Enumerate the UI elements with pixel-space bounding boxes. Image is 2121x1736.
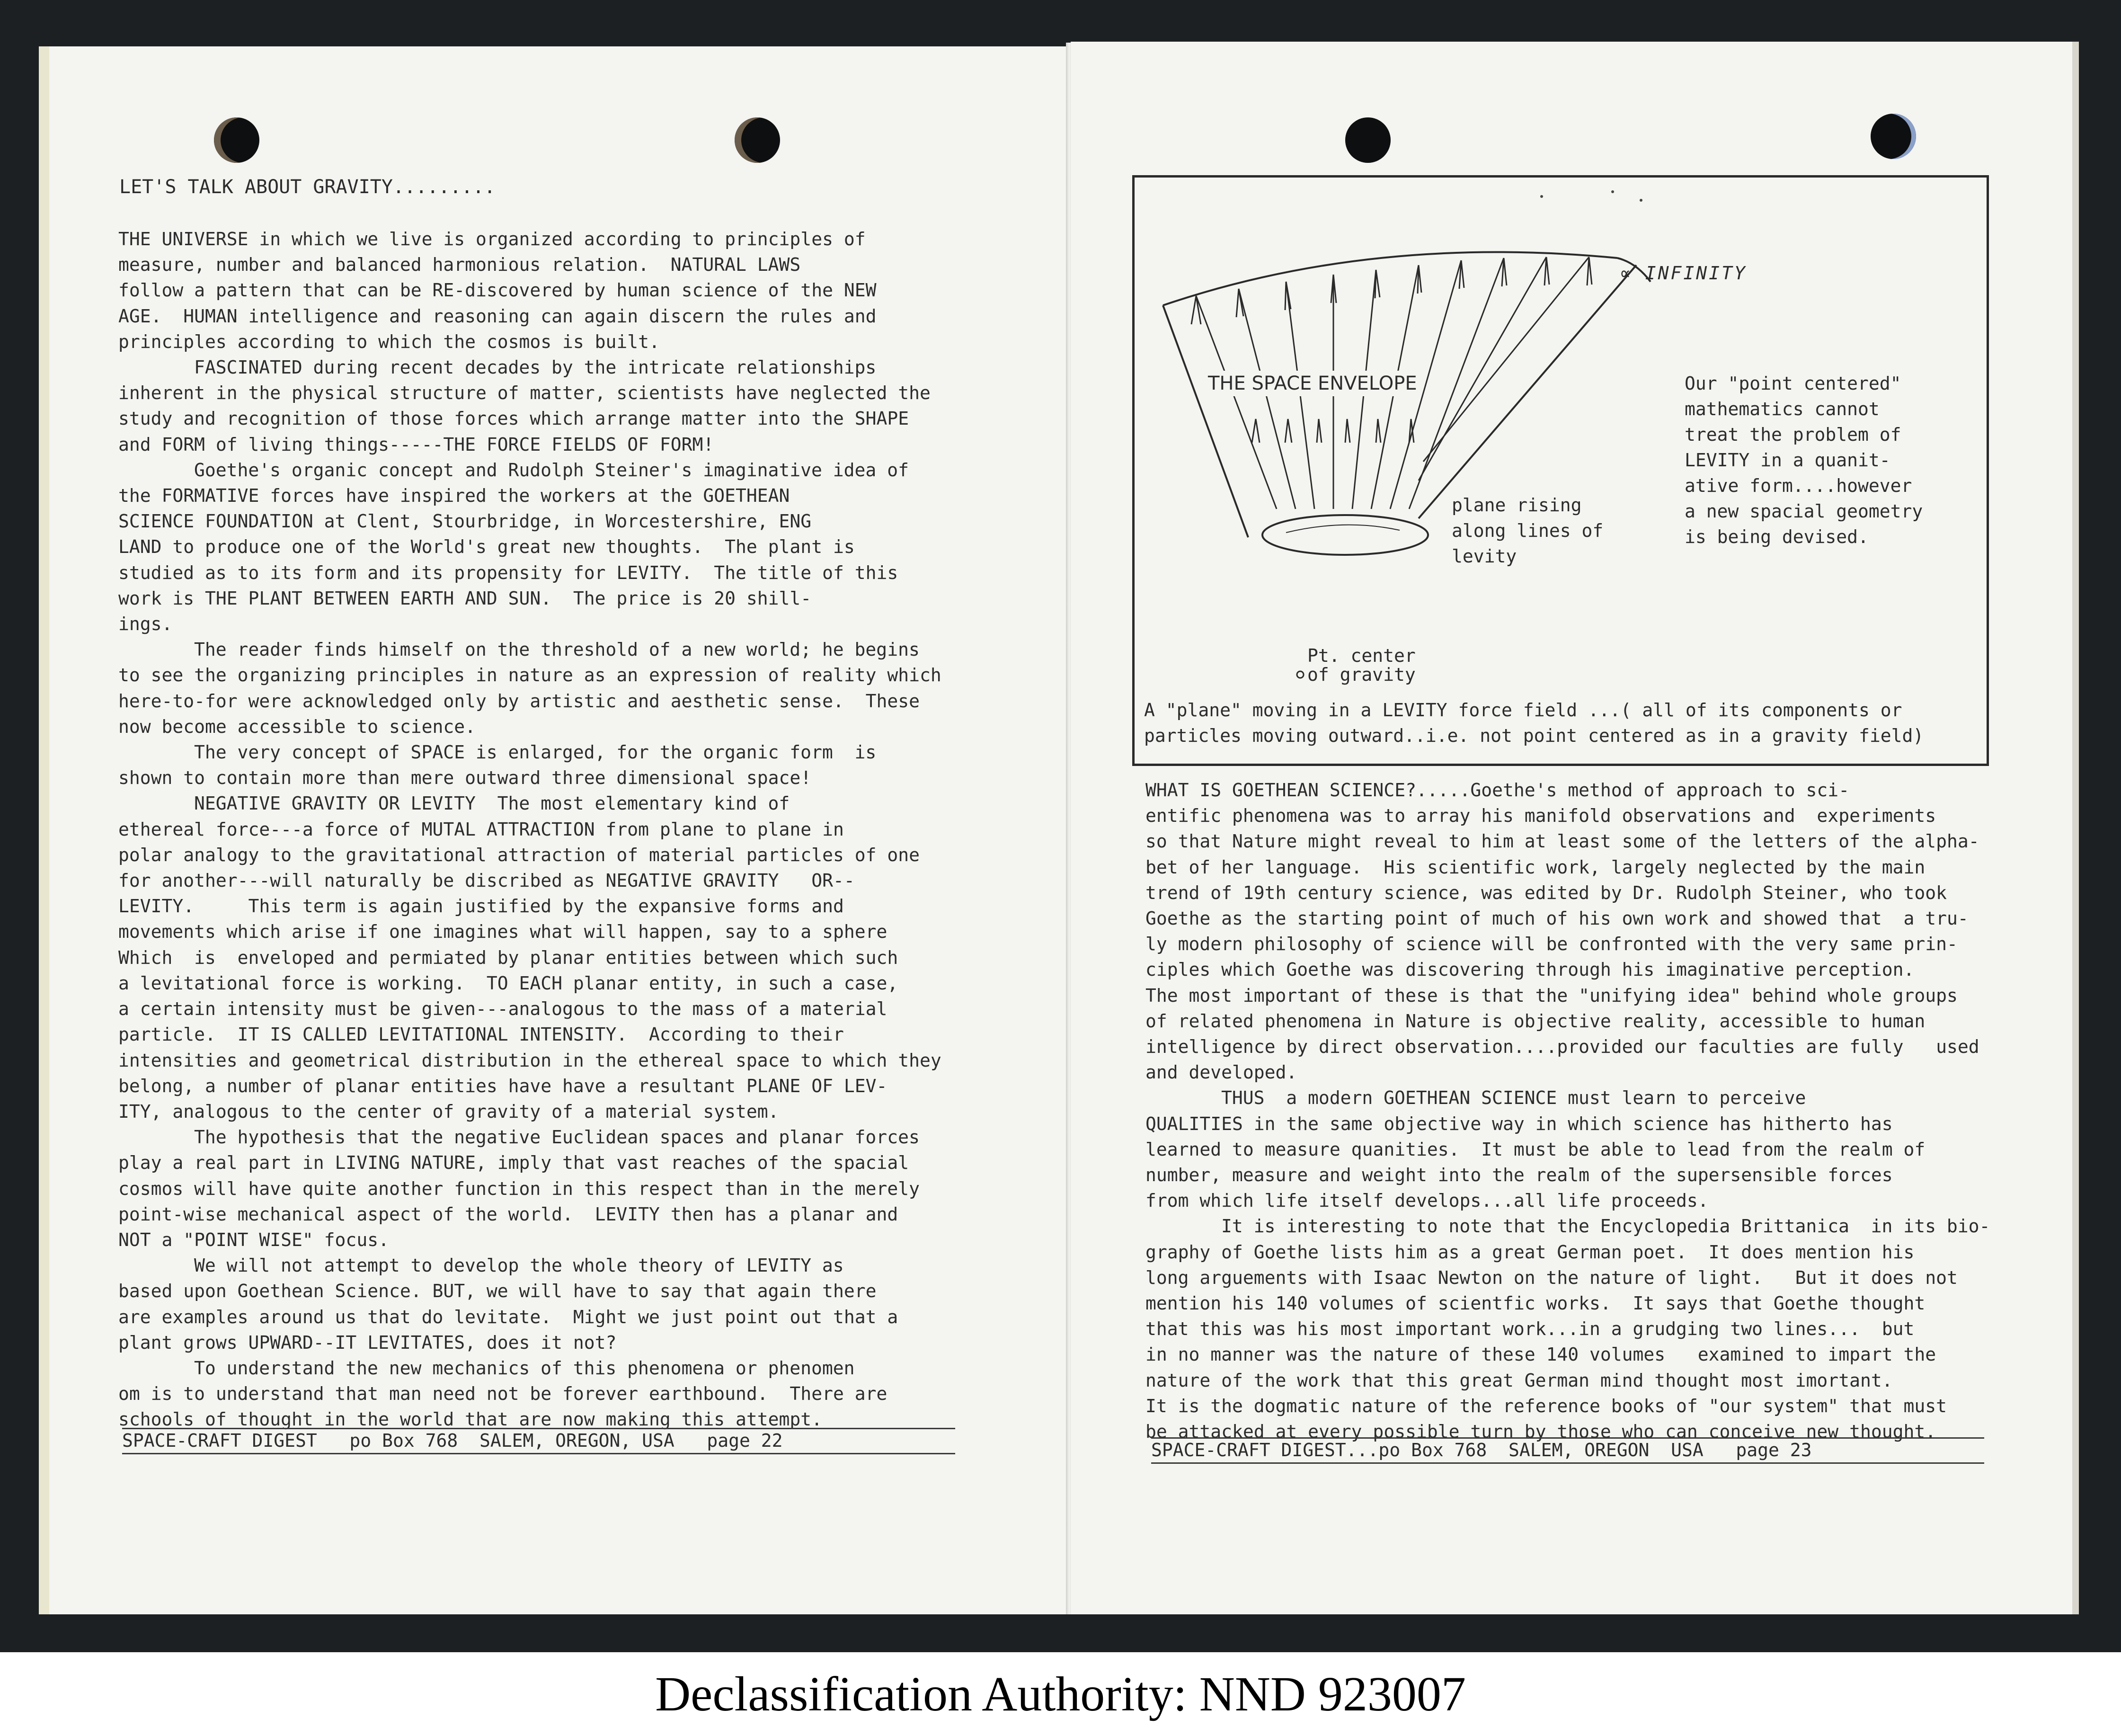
text-line: Goethe's organic concept and Rudolph Steiner's imaginative idea of [194, 459, 909, 481]
label-line: Pt. center [1307, 645, 1416, 666]
text-line: play a real part in LIVING NATURE, imply that vast reaches of the spacial [118, 1152, 909, 1174]
text-line: intensities and geometrical distribution in the ethereal space to which they [118, 1050, 941, 1071]
text-line: work is THE PLANT BETWEEN EARTH AND SUN. The price is 20 shill- [118, 588, 812, 609]
label-line: a new spacial geometry [1685, 501, 1923, 522]
center-of-gravity-label [1307, 646, 1416, 684]
text-line: movements which arise if one imagines what will happen, say to a sphere [118, 921, 887, 943]
text-line: nature of the work that this great German mind thought most imortant. [1145, 1370, 1893, 1391]
text-line: It is the dogmatic nature of the reference books of "our system" that must [1145, 1395, 1947, 1416]
text-line: for another---will naturally be discribed as NEGATIVE GRAVITY OR-- [118, 870, 855, 891]
text-line: Which is enveloped and permiated by planar entities between which such [118, 947, 898, 968]
text-line: that this was his most important work...in a grudging two lines... but [1145, 1318, 1915, 1340]
text-line: shown to contain more than mere outward three dimensional space! [118, 767, 812, 789]
text-line: FASCINATED during recent decades by the intricate relationships [194, 357, 877, 378]
text-line: ings. [118, 614, 173, 635]
text-line: to see the organizing principles in nature as an expression of reality which [118, 665, 941, 686]
text-line: entific phenomena was to array his manifold observations and experiments [1145, 805, 1936, 827]
text-line: and FORM of living things-----THE FORCE FIELDS OF FORM! [118, 434, 714, 455]
text-line: based upon Goethean Science. BUT, we will have to say that again there [118, 1281, 877, 1302]
text-line: LAND to produce one of the World's great new thoughts. The plant is [118, 536, 855, 558]
text-line: plant grows UPWARD--IT LEVITATES, does it not? [118, 1332, 617, 1353]
text-line: WHAT IS GOETHEAN SCIENCE?.....Goethe's method of approach to sci- [1145, 780, 1850, 801]
space-envelope-label: THE SPACE ENVELOPE [1208, 371, 1417, 396]
text-line: mention his 140 volumes of scientfic works. It says that Goethe thought [1145, 1293, 1926, 1314]
text-line: so that Nature might reveal to him at least some of the letters of the alpha- [1145, 831, 1979, 852]
label-line: Our "point centered" [1685, 373, 1901, 394]
text-line: here-to-for were acknowledged only by artistic and aesthetic sense. These [118, 690, 920, 712]
label-line: plane rising [1452, 495, 1582, 516]
text-line: follow a pattern that can be RE-discovered by human science of the NEW [118, 280, 877, 301]
text-line: trend of 19th century science, was edited by Dr. Rudolph Steiner, who took [1145, 882, 1947, 903]
label-line: LEVITY in a quanit- [1685, 450, 1890, 471]
label-line: particles moving outward..i.e. not point centered as in a gravity field) [1144, 725, 1924, 746]
text-line: ly modern philosophy of science will be confronted with the very same prin- [1145, 934, 1958, 955]
punch-hole-right-2 [1871, 114, 1916, 159]
left-page-heading: LET'S TALK ABOUT GRAVITY......... [119, 176, 496, 198]
declassification-authority: Declassification Authority: NND 923007 [655, 1667, 1466, 1721]
text-line: a certain intensity must be given---analogous to the mass of a material [118, 998, 887, 1020]
text-line: Goethe as the starting point of much of his own work and showed that a tru- [1145, 908, 1969, 929]
text-line: measure, number and balanced harmonious relation. NATURAL LAWS [118, 254, 801, 276]
text-line: ITY, analogous to the center of gravity of a material system. [118, 1101, 779, 1122]
text-line: of related phenomena in Nature is objective reality, accessible to human [1145, 1010, 1926, 1032]
text-line: ethereal force---a force of MUTAL ATTRACTION from plane to plane in [118, 819, 844, 840]
math-note-label [1685, 371, 1923, 550]
punch-hole-left-1 [214, 117, 259, 163]
space-envelope-diagram [1132, 175, 1989, 766]
label-line: of gravity [1307, 664, 1416, 685]
text-line: polar analogy to the gravitational attraction of material particles of one [118, 844, 920, 865]
text-line: particle. IT IS CALLED LEVITATIONAL INTENSITY. According to their [118, 1024, 844, 1045]
text-line: point-wise mechanical aspect of the world. LEVITY then has a planar and [118, 1203, 898, 1225]
label-line: along lines of [1452, 520, 1604, 541]
right-page-body [1145, 777, 2007, 1444]
text-line: and developed. [1145, 1062, 1297, 1083]
text-line: It is interesting to note that the Encyclopedia Brittanica in its bio- [1221, 1216, 1990, 1237]
text-line: cosmos will have quite another function in this respect than in the merely [118, 1178, 920, 1199]
left-page-footer: SPACE-CRAFT DIGEST po Box 768 SALEM, OREGON, USA page 22 [122, 1428, 955, 1454]
text-line: the FORMATIVE forces have inspired the workers at the GOETHEAN [118, 485, 790, 507]
text-line: be attacked at every possible turn by those who can conceive new thought. [1145, 1421, 1936, 1442]
text-line: inherent in the physical structure of matter, scientists have neglected the [118, 383, 931, 404]
text-line: THE UNIVERSE in which we live is organized according to principles of [118, 229, 866, 249]
text-line: graphy of Goethe lists him as a great German poet. It does mention his [1145, 1241, 1915, 1263]
label-line: ative form....however [1685, 475, 1912, 496]
text-line: study and recognition of those forces which arrange matter into the SHAPE [118, 408, 909, 429]
text-line: number, measure and weight into the realm of the supersensible forces [1145, 1165, 1893, 1186]
text-line: learned to measure quanities. It must be able to lead from the realm of [1145, 1139, 1926, 1160]
text-line: belong, a number of planar entities have have a resultant PLANE OF LEV- [118, 1075, 887, 1096]
text-line: studied as to its form and its propensity for LEVITY. The title of this [118, 562, 898, 583]
text-line: long arguements with Isaac Newton on the nature of light. But it does not [1145, 1267, 1958, 1288]
label-line: mathematics cannot [1685, 399, 1880, 419]
text-line: intelligence by direct observation....provided our faculties are fully used [1145, 1036, 1979, 1058]
text-line: schools of thought in the world that are now making this attempt. [118, 1409, 823, 1430]
text-line: SCIENCE FOUNDATION at Clent, Stourbridge, in Worcestershire, ENG [118, 511, 812, 532]
text-line: THUS a modern GOETHEAN SCIENCE must learn to perceive [1221, 1087, 1806, 1109]
text-line: The most important of these is that the "unifying idea" behind whole groups [1145, 985, 1958, 1006]
text-line: now become accessible to science. [118, 716, 476, 737]
punch-hole-left-2 [735, 117, 780, 163]
text-line: The reader finds himself on the threshold of a new world; he begins [194, 639, 920, 660]
label-line: treat the problem of [1685, 424, 1901, 445]
text-line: are examples around us that do levitate. Might we just point out that a [118, 1306, 898, 1327]
punch-hole-right-1 [1345, 117, 1391, 163]
text-line: The very concept of SPACE is enlarged, for the organic form is [194, 742, 877, 763]
right-page-footer: SPACE-CRAFT DIGEST...po Box 768 SALEM, OREGON USA page 23 [1151, 1437, 1984, 1464]
infinity-label: ∝ INFINITY [1620, 263, 1747, 284]
label-line: levity [1452, 546, 1517, 567]
text-line: QUALITIES in the same objective way in which science has hitherto has [1145, 1113, 1893, 1134]
text-line: NOT a "POINT WISE" focus. [118, 1229, 389, 1250]
text-line: NEGATIVE GRAVITY OR LEVITY The most elementary kind of [194, 793, 790, 814]
text-line: The hypothesis that the negative Euclidean spaces and planar forces [194, 1127, 920, 1148]
text-line: a levitational force is working. TO EACH planar entity, in such a case, [118, 972, 898, 994]
left-page-body [118, 226, 999, 1433]
label-line: A "plane" moving in a LEVITY force field ...( all of its components or [1144, 700, 1902, 721]
text-line: om is to understand that man need not be forever earthbound. There are [118, 1383, 887, 1405]
text-line: bet of her language. His scientific work, largely neglected by the main [1145, 856, 1926, 878]
text-line: We will not attempt to develop the whole theory of LEVITY as [194, 1255, 844, 1276]
plane-rising-label [1452, 492, 1603, 569]
text-line: in no manner was the nature of these 140 volumes examined to impart the [1145, 1344, 1936, 1365]
text-line: ciples which Goethe was discovering through his imaginative perception. [1145, 959, 1915, 980]
text-line: AGE. HUMAN intelligence and reasoning can again discern the rules and [118, 305, 877, 327]
text-line: LEVITY. This term is again justified by the expansive forms and [118, 896, 844, 917]
diagram-caption [1144, 697, 1924, 748]
text-line: principles according to which the cosmos is built. [118, 331, 660, 352]
label-line: is being devised. [1685, 526, 1869, 547]
text-line: To understand the new mechanics of this phenomena or phenomen [194, 1357, 855, 1379]
text-line: from which life itself develops...all life proceeds. [1145, 1190, 1709, 1211]
